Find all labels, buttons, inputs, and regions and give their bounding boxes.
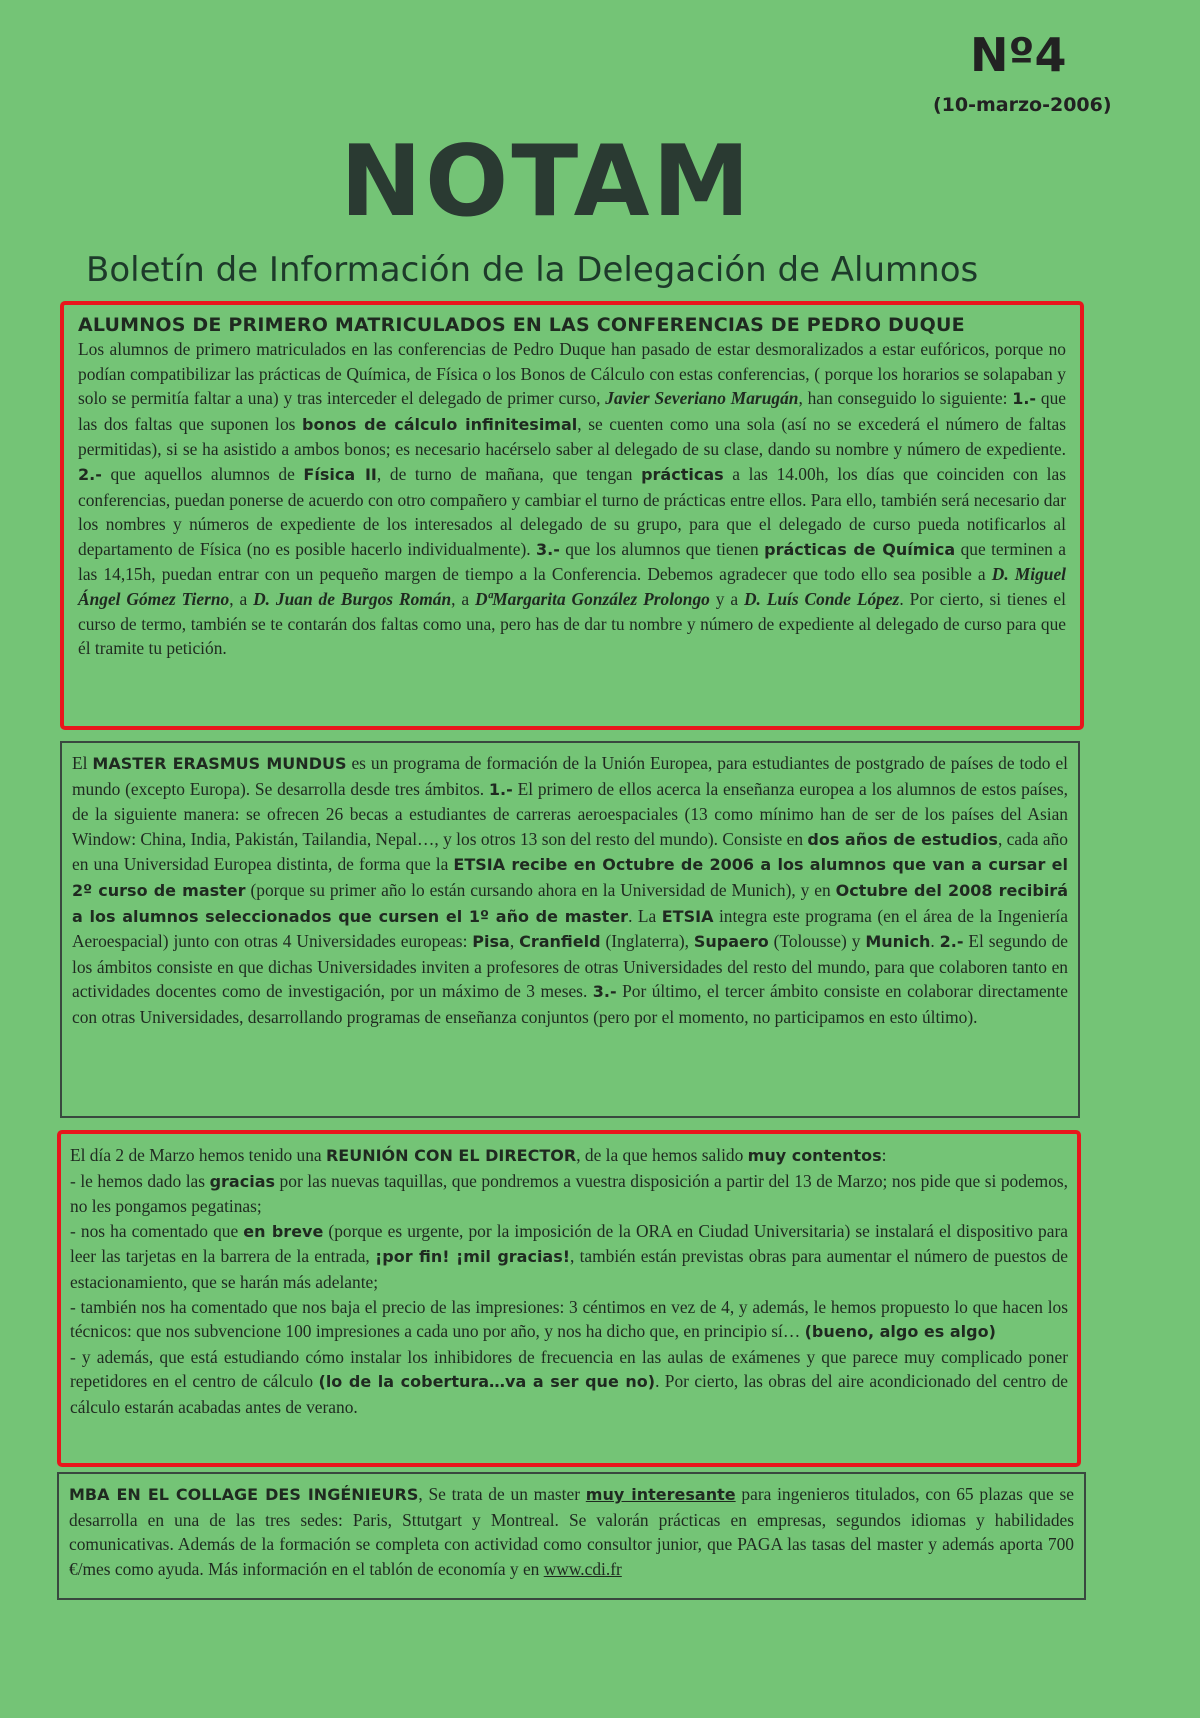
person-name: D. Juan de Burgos Román [253, 588, 452, 609]
article-mba [57, 1472, 1086, 1600]
text: . La [628, 905, 662, 926]
highlight: (lo de la cobertura…va a ser que no) [318, 1372, 656, 1392]
point-number: 1.- [1012, 389, 1037, 409]
text: a las 14.00h, los días que coinciden con las conferencias, puedan ponerse de acuerdo con otro compañero y cambiar el turno de prácticas entre ellos. Para ello, también será necesario dar los nombres y números de expediente de los interesados al delegado de su grupo, para que el delegado de curso pueda notificarlos al departamento de Física (no es posible hacerlo individualmente). [78, 463, 1066, 559]
list-item [70, 1169, 1068, 1219]
text: , de la que hemos salido [576, 1145, 748, 1165]
list-item [70, 1295, 1068, 1345]
text: (porque es urgente, por la imposición de la ORA en Ciudad Universitaria) se instalará el dispositivo para leer las tarjetas en la barrera de la entrada, [70, 1220, 1068, 1267]
text: . [930, 931, 940, 952]
highlight: prácticas [641, 464, 724, 484]
highlight: muy interesante [585, 1485, 736, 1504]
text: , a [229, 588, 254, 609]
cdi-link[interactable]: www.cdi.fr [543, 1558, 622, 1579]
text: para ingenieros titulados, con 65 plazas que se desarrolla en una de las tres sedes: Paris, Sttutgart y Montreal. Se valorán prácticas en empresas, segundos idiomas y habilidades comunicativas. Además de la formación se completa con actividad como consultor junior, que PAGA las tasas del master y además aporta 700 €/mes como ayuda. Más información en el tablón de economía y en [69, 1484, 1074, 1579]
text: El [72, 753, 93, 773]
text: que las dos faltas que suponen los [78, 388, 1066, 434]
text: que terminen a las 14,15h, puedan entrar con un pequeño margen de tiempo a la Conferencia. Debemos agradecer que todo ello sea posible a [78, 538, 1066, 585]
point-number: 2.- [78, 464, 102, 484]
point-number: 3.- [592, 982, 617, 1002]
text: . Por cierto, las obras del aire acondicionado del centro de cálculo estarán acabadas antes de verano. [70, 1371, 1068, 1417]
highlight: dos años de estudios [807, 829, 998, 849]
issue-number: Nº4 [970, 28, 1067, 82]
text: , Se trata de un master [418, 1484, 586, 1504]
text: (porque su primer año lo están cursando ahora en la Universidad de Munich), y en [245, 879, 836, 900]
text: El día 2 de Marzo hemos tenido una [70, 1145, 326, 1165]
highlight: ETSIA recibe en Octubre de 2006 a los alumnos que van a cursar el 2º curso de master [72, 855, 1068, 900]
person-name: D. Miguel Ángel Gómez Tierno [78, 564, 1067, 609]
article-body [78, 313, 1066, 661]
text: (Tolousse) y [768, 931, 866, 952]
text: , también están previstas obras para aumentar el número de puestos de estacionamiento, que se harán más adelante; [70, 1246, 1068, 1292]
text: , se cuenten como una sola (así no se excederá el número de faltas permitidas), si se ha asistido a ambos bonos; es necesario hacérselo saber al delegado de su clase, dando su nombre y número de expediente. [78, 413, 1067, 460]
highlight: REUNIÓN CON EL DIRECTOR [325, 1146, 577, 1165]
highlight: gracias [209, 1171, 276, 1191]
text: por las nuevas taquillas, que pondremos a vuestra disposición a partir del 13 de Marzo; nos pide que si podemos, no les pongamos pegatinas; [70, 1170, 1069, 1217]
highlight: ETSIA [661, 906, 714, 926]
page-title: NOTAM [340, 125, 753, 239]
highlight: prácticas de Química [764, 539, 956, 559]
highlight: MBA EN EL COLLAGE DES INGÉNIEURS [69, 1485, 419, 1504]
text: - y además, que está estudiando cómo instalar los inhibidores de frecuencia en las aulas de exámenes y que parece muy complicado poner repetidores en el centro de cálculo [70, 1346, 1068, 1392]
article-heading: ALUMNOS DE PRIMERO MATRICULADOS EN LAS CONFERENCIAS DE PEDRO DUQUE [78, 314, 965, 336]
article-pedro-duque [60, 301, 1084, 730]
text: - también nos ha comentado que nos baja el precio de las impresiones: 3 céntimos en vez de 4, y además, le hemos propuesto lo que hacen los técnicos: que nos subvencione 100 impresiones a cada uno por año, y nos ha dicho que, en principio sí… [70, 1296, 1068, 1342]
highlight: Octubre del 2008 recibirá a los alumnos seleccionados que cursen el 1º año de master [72, 880, 1068, 926]
person-name: DªMargarita González Prolongo [475, 588, 710, 609]
highlight: Pisa [472, 932, 510, 952]
text: . Por cierto, si tienes el curso de termo, también se te contarán dos faltas como una, pero has de dar tu nombre y número de expediente al delegado de curso para que él tramite tu petición. [78, 588, 1066, 659]
text: , han conseguido lo siguiente: [798, 388, 1013, 409]
point-number: 2.- [939, 932, 964, 952]
text: que los alumnos que tienen [559, 538, 765, 559]
highlight: Física II [303, 464, 377, 484]
list-item [70, 1345, 1068, 1420]
article-body [69, 1482, 1074, 1581]
text: , cada año en una Universidad Europea distinta, de forma que la [72, 828, 1068, 875]
text: , de turno de mañana, que tengan [376, 463, 642, 484]
issue-date: (10-marzo-2006) [933, 94, 1112, 116]
text: El primero de ellos acerca la enseñanza europea a los alumnos de estos países, de la siguiente manera: se ofrecen 26 becas a estudiantes de carreras aeroespaciales (13 como mínimo han de ser de los países del Asian Window: China, India, Pakistán, Tailandia, Nepal…, y los otros 13 son del resto del mundo). Consiste en [72, 778, 1068, 849]
text: - nos ha comentado que [70, 1220, 244, 1241]
point-number: 1.- [488, 779, 513, 799]
person-name: Javier Severiano Marugán [605, 388, 799, 409]
highlight: ¡por fin! ¡mil gracias! [374, 1247, 571, 1267]
text: Por último, el tercer ámbito consiste en colaborar directamente con otras Universidades, desarrollando programas de enseñanza conjuntos (pero por el momento, no participamos en esto último). [72, 981, 1068, 1027]
highlight: muy contentos [747, 1146, 882, 1165]
highlight: Cranfield [519, 932, 601, 952]
article-body [70, 1143, 1068, 1420]
article-body [72, 751, 1068, 1030]
text: - le hemos dado las [70, 1170, 210, 1191]
text: , a [451, 588, 476, 609]
text: El segundo de los ámbitos consiste en que dichas Universidades inviten a profesores de otras Universidades del resto del mundo, para que colaboren tanto en actividades docentes como de investigación, por un máximo de 3 meses. [72, 931, 1068, 1002]
highlight: (bueno, algo es algo) [804, 1322, 996, 1342]
highlight: en breve [243, 1221, 324, 1241]
text: que aquellos alumnos de [101, 463, 304, 484]
text: Los alumnos de primero matriculados en las conferencias de Pedro Duque han pasado de estar desmoralizados a estar eufóricos, porque no podían compatibilizar las prácticas de Química, de Física o los Bonos de Cálculo con estas conferencias, ( porque los horarios se solapaban y solo se permitía faltar a una) y tras interceder el delegado de primer curso, [78, 339, 1066, 409]
list-item [70, 1219, 1068, 1295]
paragraph [70, 1143, 1068, 1169]
highlight: Munich [865, 932, 931, 952]
text: es un programa de formación de la Unión Europea, para estudiantes de postgrado de países de todo el mundo (excepto Europa). Se desarrolla desde tres ámbitos. [72, 753, 1068, 799]
article-reunion-director [57, 1130, 1081, 1467]
text: y a [709, 588, 744, 609]
page-subtitle: Boletín de Información de la Delegación de Alumnos [86, 250, 979, 290]
person-name: D. Luís Conde López [743, 588, 900, 609]
text: , [509, 931, 520, 952]
highlight: bonos de cálculo infinitesimal [302, 414, 578, 434]
text: integra este programa (en el área de la Ingeniería Aeroespacial) junto con otras 4 Universidades europeas: [72, 905, 1068, 952]
highlight: Supaero [693, 932, 769, 952]
article-erasmus-mundus [60, 741, 1080, 1118]
highlight: MASTER ERASMUS MUNDUS [92, 754, 347, 773]
point-number: 3.- [535, 539, 560, 559]
text: (Inglaterra), [600, 931, 694, 952]
text: : [881, 1145, 887, 1165]
